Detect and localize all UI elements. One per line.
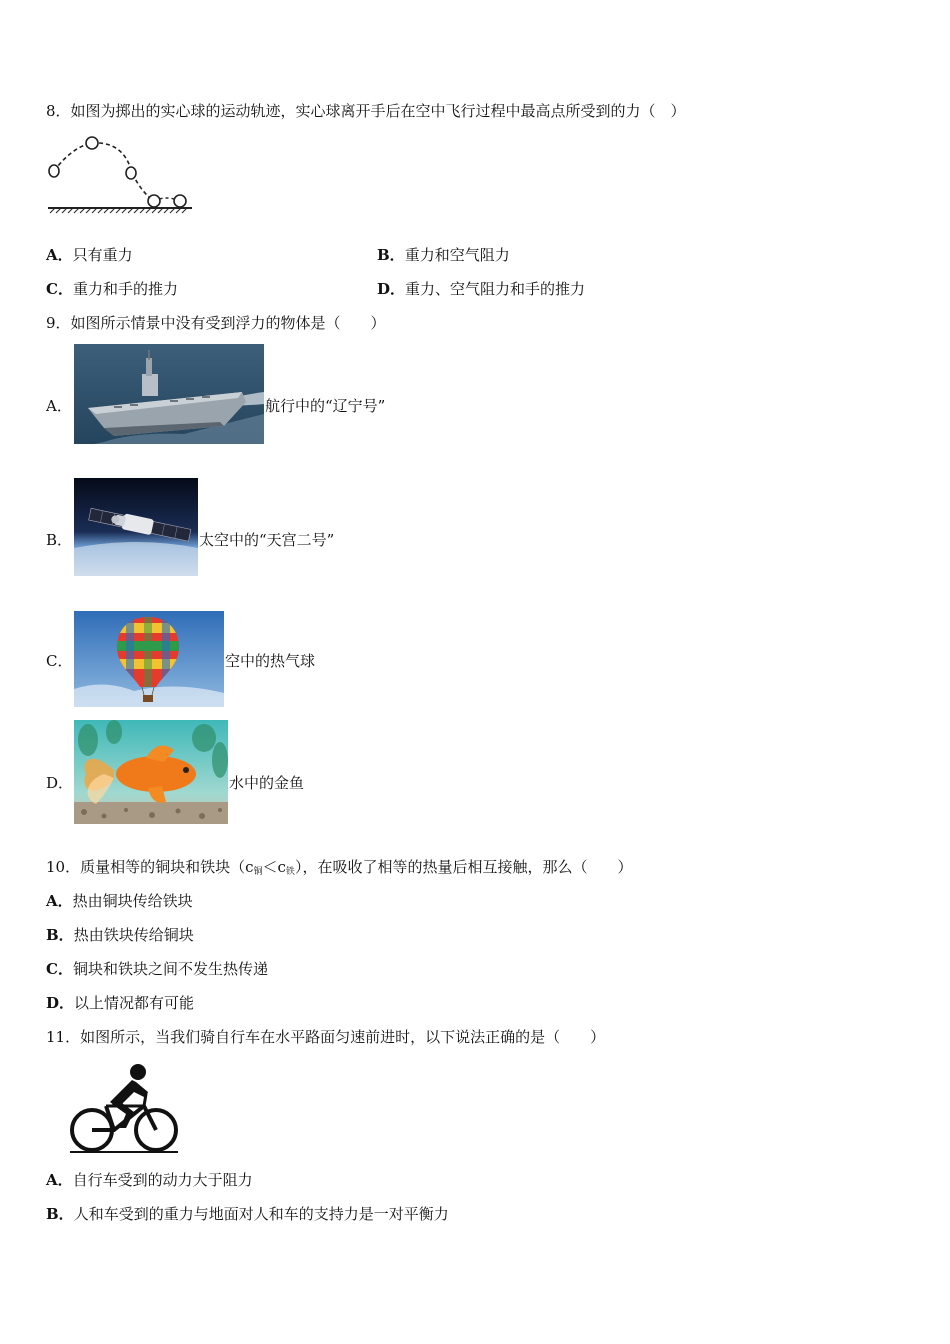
q8-option-a: A．只有重力 xyxy=(46,246,133,264)
ball-start xyxy=(49,165,59,177)
q11-option-b: B．人和车受到的重力与地面对人和车的支持力是一对平衡力 xyxy=(46,1205,449,1223)
rider-leg xyxy=(112,1100,134,1128)
q8-option-c: C．重力和手的推力 xyxy=(46,280,178,298)
hot-air-balloon-image xyxy=(74,611,224,707)
q9-option-b-text: 太空中的“天宫二号” xyxy=(199,531,335,549)
question-9-stem: 9．如图所示情景中没有受到浮力的物体是（ ） xyxy=(46,314,386,332)
trajectory-rise xyxy=(54,143,92,171)
space-station-image xyxy=(74,478,198,576)
q8-option-b: B．重力和空气阻力 xyxy=(377,246,510,264)
ball-top xyxy=(86,137,98,149)
q11-option-a: A．自行车受到的动力大于阻力 xyxy=(46,1171,253,1189)
q10-option-b: B．热由铁块传给铜块 xyxy=(46,926,194,944)
rider-head xyxy=(130,1064,146,1080)
trajectory-fall xyxy=(92,143,154,201)
trajectory-figure xyxy=(44,133,196,217)
q9-option-c-label: C． xyxy=(46,652,73,670)
q9-option-d-label: D． xyxy=(46,774,74,792)
question-8-stem: 8．如图为掷出的实心球的运动轨迹，实心球离开手后在空中飞行过程中最高点所受到的力（ ） xyxy=(46,102,686,120)
q9-option-c-text: 空中的热气球 xyxy=(225,652,316,670)
q8-option-d: D．重力、空气阻力和手的推力 xyxy=(377,280,586,298)
q9-option-d-text: 水中的金鱼 xyxy=(229,774,305,792)
question-11-stem: 11．如图所示，当我们骑自行车在水平路面匀速前进时，以下说法正确的是（ ） xyxy=(46,1028,606,1046)
ball-landing xyxy=(148,195,160,207)
ball-falling xyxy=(126,167,136,179)
q10-option-d: D．以上情况都有可能 xyxy=(46,994,195,1012)
q10-option-a: A．热由铜块传给铁块 xyxy=(46,892,193,910)
goldfish-image xyxy=(74,720,228,824)
q10-option-c: C．铜块和铁块之间不发生热传递 xyxy=(46,960,268,978)
aircraft-carrier-image xyxy=(74,344,264,444)
q9-option-a-label: A． xyxy=(46,397,72,415)
q9-option-a-text: 航行中的“辽宁号” xyxy=(265,397,386,415)
cyclist-figure xyxy=(66,1062,182,1154)
ball-rolling xyxy=(174,195,186,207)
q9-option-b-label: B． xyxy=(46,531,73,549)
question-10-stem: 10．质量相等的铜块和铁块$(c_铜<c_铁)$，在吸收了相等的热量后相互接触，那么（ ） xyxy=(46,858,633,877)
